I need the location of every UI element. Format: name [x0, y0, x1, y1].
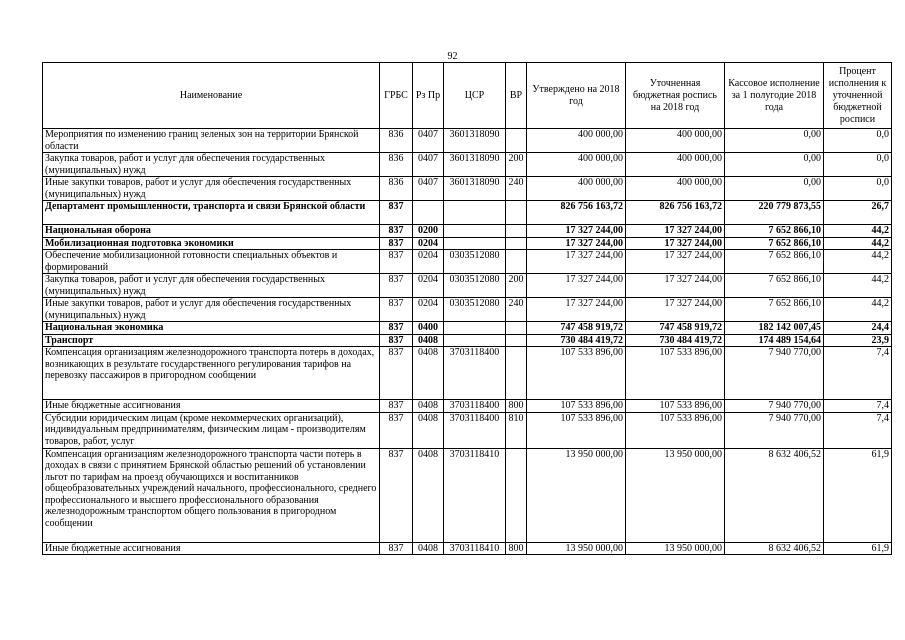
cell-rzpr: 0204: [413, 250, 444, 274]
cell-rzpr: 0407: [413, 177, 444, 201]
cell-grbs: 836: [380, 153, 413, 177]
cell-vr: [506, 347, 527, 400]
cell-percent: 44,2: [824, 237, 892, 250]
cell-vr: 240: [506, 177, 527, 201]
cell-approved: 13 950 000,00: [527, 542, 626, 555]
cell-grbs: 836: [380, 129, 413, 153]
table-row: [43, 274, 892, 298]
table-row: [43, 542, 892, 555]
cell-name: Иные бюджетные ассигнования: [43, 400, 380, 413]
cell-refined: 13 950 000,00: [626, 542, 725, 555]
table-row: [43, 322, 892, 335]
cell-approved: 730 484 419,72: [527, 334, 626, 347]
cell-vr: 810: [506, 412, 527, 448]
header-percent: Процент исполнения к уточненной бюджетной росписи: [824, 63, 892, 129]
table-row: [43, 412, 892, 448]
cell-refined: 730 484 419,72: [626, 334, 725, 347]
cell-csr: [444, 334, 506, 347]
cell-cash: 0,00: [725, 153, 824, 177]
table-body: [43, 129, 892, 555]
cell-csr: [444, 322, 506, 335]
cell-vr: [506, 201, 527, 225]
cell-name: Иные бюджетные ассигнования: [43, 542, 380, 555]
cell-vr: [506, 334, 527, 347]
cell-approved: 400 000,00: [527, 153, 626, 177]
cell-grbs: 837: [380, 201, 413, 225]
cell-approved: 107 533 896,00: [527, 412, 626, 448]
cell-rzpr: 0407: [413, 129, 444, 153]
cell-refined: 17 327 244,00: [626, 237, 725, 250]
cell-vr: 800: [506, 400, 527, 413]
cell-csr: 0303512080: [444, 274, 506, 298]
cell-name: Закупка товаров, работ и услуг для обеспечения государственных (муниципальных) нужд: [43, 274, 380, 298]
table-row: [43, 400, 892, 413]
cell-csr: [444, 225, 506, 238]
cell-percent: 44,2: [824, 225, 892, 238]
cell-vr: [506, 237, 527, 250]
cell-csr: 3601318090: [444, 129, 506, 153]
cell-refined: 107 533 896,00: [626, 412, 725, 448]
cell-rzpr: [413, 201, 444, 225]
cell-name: Компенсация организациям железнодорожного транспорта части потерь в доходах в связи с принятием Брянской областью решений об установлении льгот по тарифам на проезд обучающихся и воспитанников общеобразовательных учреждений начального, профессионального, среднего профессионального и высшего профессионального образования железнодорожным транспортом общего пользования в пригородном сообщении: [43, 448, 380, 542]
cell-percent: 26,7: [824, 201, 892, 225]
cell-name: Национальная экономика: [43, 322, 380, 335]
cell-approved: 400 000,00: [527, 129, 626, 153]
cell-vr: 240: [506, 298, 527, 322]
cell-name: Департамент промышленности, транспорта и связи Брянской области: [43, 201, 380, 225]
table-row: [43, 237, 892, 250]
cell-grbs: 837: [380, 237, 413, 250]
cell-approved: 747 458 919,72: [527, 322, 626, 335]
cell-vr: 200: [506, 153, 527, 177]
cell-csr: 3703118400: [444, 400, 506, 413]
cell-percent: 7,4: [824, 400, 892, 413]
cell-percent: 44,2: [824, 274, 892, 298]
cell-rzpr: 0200: [413, 225, 444, 238]
cell-percent: 0,0: [824, 177, 892, 201]
cell-vr: 800: [506, 542, 527, 555]
cell-rzpr: 0408: [413, 448, 444, 542]
cell-grbs: 837: [380, 225, 413, 238]
cell-cash: 174 489 154,64: [725, 334, 824, 347]
cell-refined: 107 533 896,00: [626, 400, 725, 413]
cell-grbs: 837: [380, 448, 413, 542]
header-rzpr: Рз Пр: [413, 63, 444, 129]
cell-approved: 17 327 244,00: [527, 225, 626, 238]
cell-percent: 61,9: [824, 448, 892, 542]
cell-percent: 7,4: [824, 347, 892, 400]
cell-name: Иные закупки товаров, работ и услуг для обеспечения государственных (муниципальных) нужд: [43, 177, 380, 201]
cell-cash: 7 940 770,00: [725, 412, 824, 448]
cell-name: Обеспечение мобилизационной готовности специальных объектов и формирований: [43, 250, 380, 274]
cell-refined: 17 327 244,00: [626, 298, 725, 322]
cell-approved: 107 533 896,00: [527, 400, 626, 413]
cell-refined: 13 950 000,00: [626, 448, 725, 542]
cell-name: Мероприятия по изменению границ зеленых зон на территории Брянской области: [43, 129, 380, 153]
cell-vr: [506, 225, 527, 238]
header-approved: Утверждено на 2018 год: [527, 63, 626, 129]
table-row: [43, 250, 892, 274]
cell-percent: 44,2: [824, 250, 892, 274]
cell-name: Иные закупки товаров, работ и услуг для обеспечения государственных (муниципальных) нужд: [43, 298, 380, 322]
cell-grbs: 837: [380, 250, 413, 274]
cell-approved: 17 327 244,00: [527, 298, 626, 322]
cell-cash: 7 940 770,00: [725, 400, 824, 413]
cell-grbs: 837: [380, 400, 413, 413]
cell-refined: 17 327 244,00: [626, 225, 725, 238]
cell-refined: 107 533 896,00: [626, 347, 725, 400]
cell-csr: 0303512080: [444, 298, 506, 322]
cell-name: Транспорт: [43, 334, 380, 347]
cell-name: Мобилизационная подготовка экономики: [43, 237, 380, 250]
cell-rzpr: 0408: [413, 347, 444, 400]
cell-name: Закупка товаров, работ и услуг для обеспечения государственных (муниципальных) нужд: [43, 153, 380, 177]
cell-cash: 7 652 866,10: [725, 237, 824, 250]
cell-name: Национальная оборона: [43, 225, 380, 238]
cell-cash: 8 632 406,52: [725, 542, 824, 555]
cell-approved: 17 327 244,00: [527, 237, 626, 250]
table-row: [43, 201, 892, 225]
cell-grbs: 837: [380, 347, 413, 400]
cell-approved: 13 950 000,00: [527, 448, 626, 542]
cell-csr: [444, 201, 506, 225]
cell-csr: 3601318090: [444, 177, 506, 201]
cell-rzpr: 0407: [413, 153, 444, 177]
cell-percent: 61,9: [824, 542, 892, 555]
cell-name: Субсидии юридическим лицам (кроме некоммерческих организаций), индивидуальным предпринимателям, физическим лицам - производителям товаров, работ, услуг: [43, 412, 380, 448]
cell-refined: 400 000,00: [626, 177, 725, 201]
cell-rzpr: 0204: [413, 237, 444, 250]
cell-refined: 826 756 163,72: [626, 201, 725, 225]
cell-rzpr: 0408: [413, 400, 444, 413]
cell-grbs: 837: [380, 298, 413, 322]
cell-percent: 0,0: [824, 129, 892, 153]
cell-rzpr: 0408: [413, 334, 444, 347]
cell-vr: [506, 448, 527, 542]
cell-percent: 7,4: [824, 412, 892, 448]
page-number: 92: [447, 51, 458, 62]
cell-csr: 3703118400: [444, 347, 506, 400]
table-row: [43, 448, 892, 542]
cell-vr: [506, 129, 527, 153]
cell-rzpr: 0204: [413, 298, 444, 322]
cell-csr: 3703118400: [444, 412, 506, 448]
table-header-row: [43, 63, 892, 129]
cell-percent: 24,4: [824, 322, 892, 335]
cell-vr: 200: [506, 274, 527, 298]
cell-refined: 17 327 244,00: [626, 274, 725, 298]
cell-rzpr: 0204: [413, 274, 444, 298]
cell-csr: [444, 237, 506, 250]
cell-vr: [506, 322, 527, 335]
table-row: [43, 225, 892, 238]
cell-name: Компенсация организациям железнодорожного транспорта потерь в доходах, возникающих в результате государственного регулирования тарифов на перевозку пассажиров в пригородном сообщении: [43, 347, 380, 400]
cell-cash: 220 779 873,55: [725, 201, 824, 225]
cell-csr: 3601318090: [444, 153, 506, 177]
table-row: [43, 129, 892, 153]
header-cash: Кассовое исполнение за 1 полугодие 2018 года: [725, 63, 824, 129]
header-grbs: ГРБС: [380, 63, 413, 129]
cell-percent: 23,9: [824, 334, 892, 347]
cell-cash: 7 652 866,10: [725, 298, 824, 322]
cell-cash: 0,00: [725, 129, 824, 153]
table-row: [43, 298, 892, 322]
header-csr: ЦСР: [444, 63, 506, 129]
cell-approved: 17 327 244,00: [527, 250, 626, 274]
header-refined: Уточненная бюджетная роспись на 2018 год: [626, 63, 725, 129]
cell-refined: 400 000,00: [626, 129, 725, 153]
cell-refined: 400 000,00: [626, 153, 725, 177]
cell-grbs: 837: [380, 542, 413, 555]
cell-grbs: 837: [380, 334, 413, 347]
cell-approved: 400 000,00: [527, 177, 626, 201]
cell-grbs: 836: [380, 177, 413, 201]
table-row: [43, 347, 892, 400]
cell-cash: 7 652 866,10: [725, 225, 824, 238]
cell-csr: 0303512080: [444, 250, 506, 274]
cell-grbs: 837: [380, 274, 413, 298]
table-row: [43, 153, 892, 177]
cell-percent: 0,0: [824, 153, 892, 177]
cell-refined: 17 327 244,00: [626, 250, 725, 274]
cell-approved: 107 533 896,00: [527, 347, 626, 400]
cell-rzpr: 0408: [413, 542, 444, 555]
cell-cash: 8 632 406,52: [725, 448, 824, 542]
table-row: [43, 177, 892, 201]
cell-approved: 826 756 163,72: [527, 201, 626, 225]
cell-grbs: 837: [380, 412, 413, 448]
cell-cash: 7 940 770,00: [725, 347, 824, 400]
cell-percent: 44,2: [824, 298, 892, 322]
cell-cash: 182 142 007,45: [725, 322, 824, 335]
cell-cash: 7 652 866,10: [725, 274, 824, 298]
cell-cash: 7 652 866,10: [725, 250, 824, 274]
cell-csr: 3703118410: [444, 542, 506, 555]
cell-vr: [506, 250, 527, 274]
cell-grbs: 837: [380, 322, 413, 335]
cell-rzpr: 0408: [413, 412, 444, 448]
budget-table: [42, 62, 892, 555]
header-vr: ВР: [506, 63, 527, 129]
cell-rzpr: 0400: [413, 322, 444, 335]
cell-approved: 17 327 244,00: [527, 274, 626, 298]
cell-cash: 0,00: [725, 177, 824, 201]
table-row: [43, 334, 892, 347]
cell-refined: 747 458 919,72: [626, 322, 725, 335]
cell-csr: 3703118410: [444, 448, 506, 542]
header-name: Наименование: [43, 63, 380, 129]
